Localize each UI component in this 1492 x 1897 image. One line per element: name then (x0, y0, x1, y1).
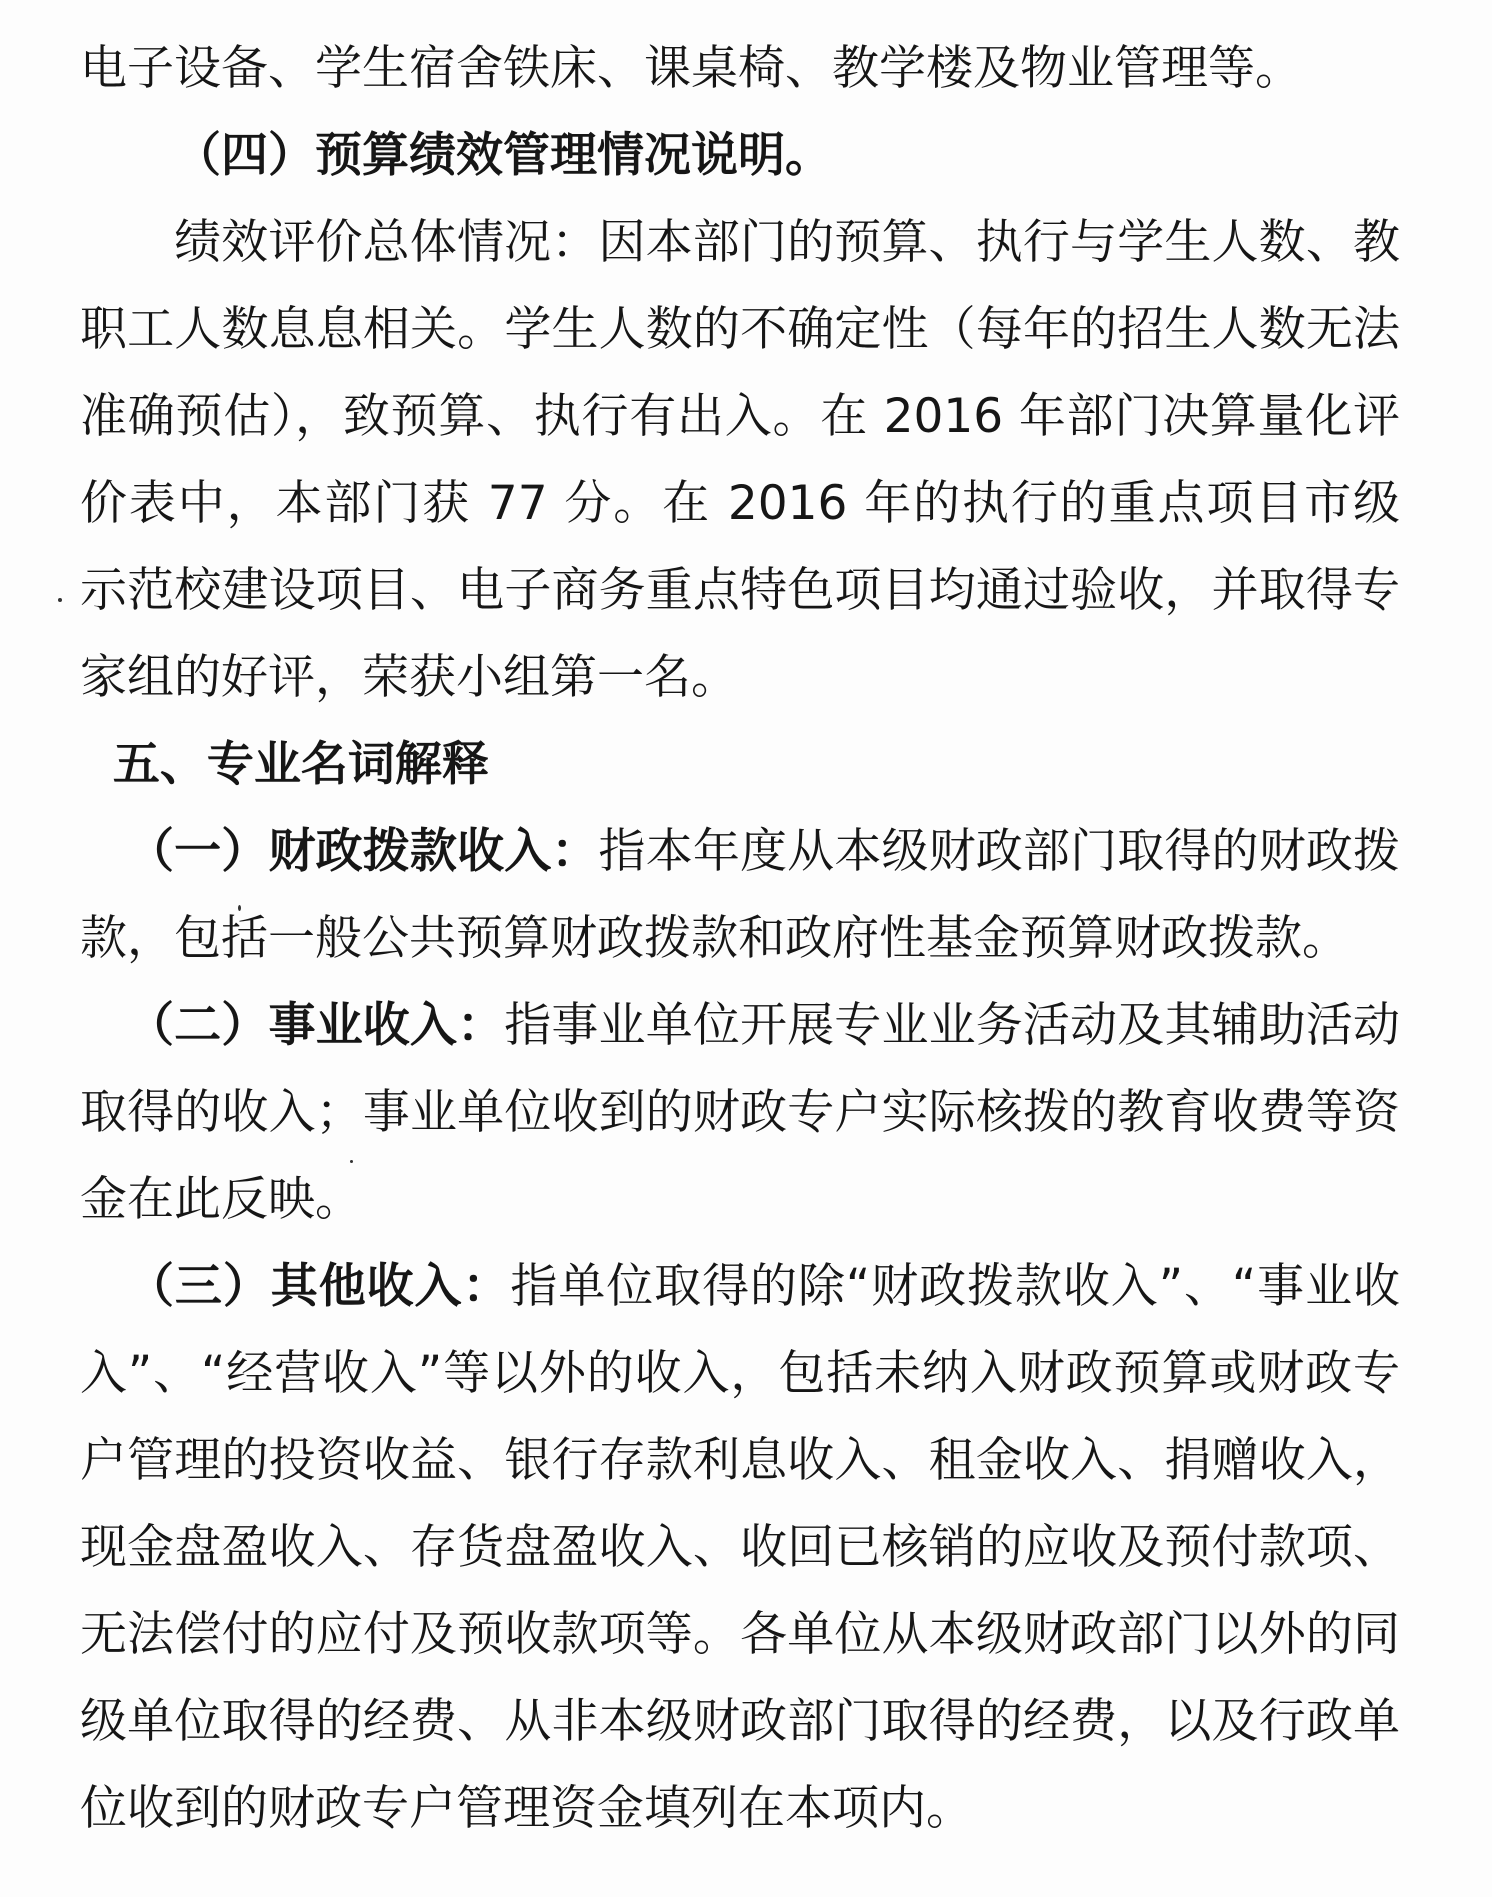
term-label: （二）事业收入： (127, 998, 505, 1053)
scan-speck (58, 598, 62, 602)
term-definition (80, 1243, 1400, 1852)
body-paragraph: 电子设备、学生宿舍铁床、课桌椅、教学楼及物业管理等。 (80, 41, 1302, 96)
term-label: （三）其他收入： (127, 1259, 511, 1314)
term-text: 指本年度从本级财政部门取得的财政拨款，包括一般公共预算财政拨款和政府性基金预算财政拨款。 (80, 824, 1401, 966)
body-paragraph: 绩效评价总体情况：因本部门的预算、执行与学生人数、教职工人数息息相关。学生人数的不确定性（每年的招生人数无法准确预估），致预算、执行有出入。在 2016 年部门决算量化评价表中，本部门获 77 分。在 2016 年的执行的重点项目市级示范校建设项目、电子商务重点特色项目均通过验收，并取得专家组的好评，荣获小组第一名。 (80, 215, 1400, 705)
term-text: 指事业单位开展专业业务活动及其辅助活动取得的收入；事业单位收到的财政专户实际核拨的教育收费等资金在此反映。 (80, 998, 1401, 1227)
section-heading-five: 五、专业名词解释 (112, 737, 489, 792)
term-text: 指单位取得的除“财政拨款收入”、“事业收入”、“经营收入”等以外的收入，包括未纳入财政预算或财政专户管理的投资收益、银行存款利息收入、租金收入、捐赠收入，现金盘盈收入、存货盘盈收入、收回已核销的应收及预付款项、无法偿付的应付及预收款项等。各单位从本级财政部门以外的同级单位取得的经费、从非本级财政部门取得的经费，以及行政单位收到的财政专户管理资金填列在本项内。 (80, 1259, 1401, 1836)
term-label: （一）财政拨款收入： (127, 824, 599, 879)
term-definition (80, 808, 1400, 982)
document-body (80, 25, 1400, 1852)
term-definition (80, 982, 1400, 1243)
section-heading-four: （四）预算绩效管理情况说明。 (174, 128, 832, 183)
